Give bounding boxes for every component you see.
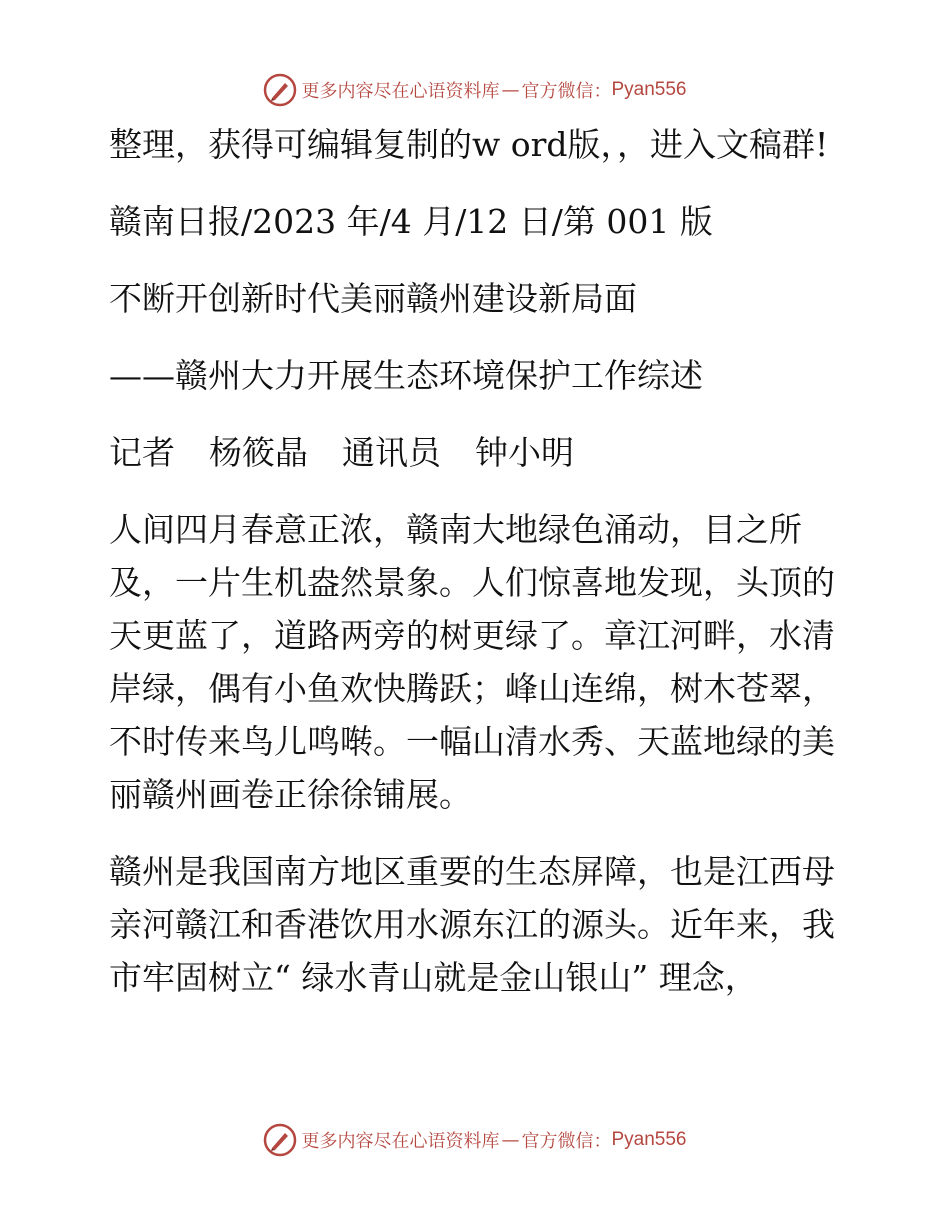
bottom-watermark-banner: [0, 1120, 950, 1160]
document-body: [97, 118, 857, 1028]
banner-separator: —: [501, 79, 520, 101]
banner-promo-text: 更多内容尽在心语资料库: [301, 1131, 500, 1152]
banner-account-label: 官方微信：: [521, 1131, 612, 1152]
byline: [97, 426, 857, 479]
reporter-name: 杨筱晶: [209, 433, 308, 472]
correspondent-label: 通讯员: [342, 433, 441, 472]
banner-promo-text: 更多内容尽在心语资料库: [301, 81, 500, 102]
paragraph: 人间四月春意正浓，赣南大地绿色涌动，目之所及，一片生机盎然景象。人们惊喜地发现，头顶的天更蓝了，道路两旁的树更绿了。章江河畔，水清岸绿，偶有小鱼欢快腾跃；峰山连绵，树木苍翠，不时传来鸟儿鸣啭。一幅山清水秀、天蓝地绿的美丽赣州画卷正徐徐铺展。: [109, 510, 835, 814]
pen-logo-icon: [263, 73, 297, 107]
source-line: 赣南日报/2023 年/4 月/12 日/第 001 版: [109, 202, 713, 241]
article-title: 不断开创新时代美丽赣州建设新局面: [109, 279, 637, 318]
pen-logo-icon: [263, 1123, 297, 1157]
reporter-label: 记者: [109, 433, 175, 472]
paragraph: 赣州是我国南方地区重要的生态屏障，也是江西母亲河赣江和香港饮用水源东江的源头。近年来，我市牢固树立“ 绿水青山就是金山银山” 理念，: [109, 852, 835, 997]
article-subtitle: ——赣州大力开展生态环境保护工作综述: [109, 356, 703, 395]
banner-account-id: Pyan556: [611, 1129, 687, 1150]
intro-text: 整理，获得可编辑复制的w ord版，，进入文稿群!: [109, 125, 829, 164]
banner-separator: —: [501, 1129, 520, 1151]
banner-account-label: 官方微信：: [521, 81, 612, 102]
top-watermark-banner: [0, 70, 950, 110]
correspondent-name: 钟小明: [475, 433, 574, 472]
banner-account-id: Pyan556: [611, 79, 687, 100]
